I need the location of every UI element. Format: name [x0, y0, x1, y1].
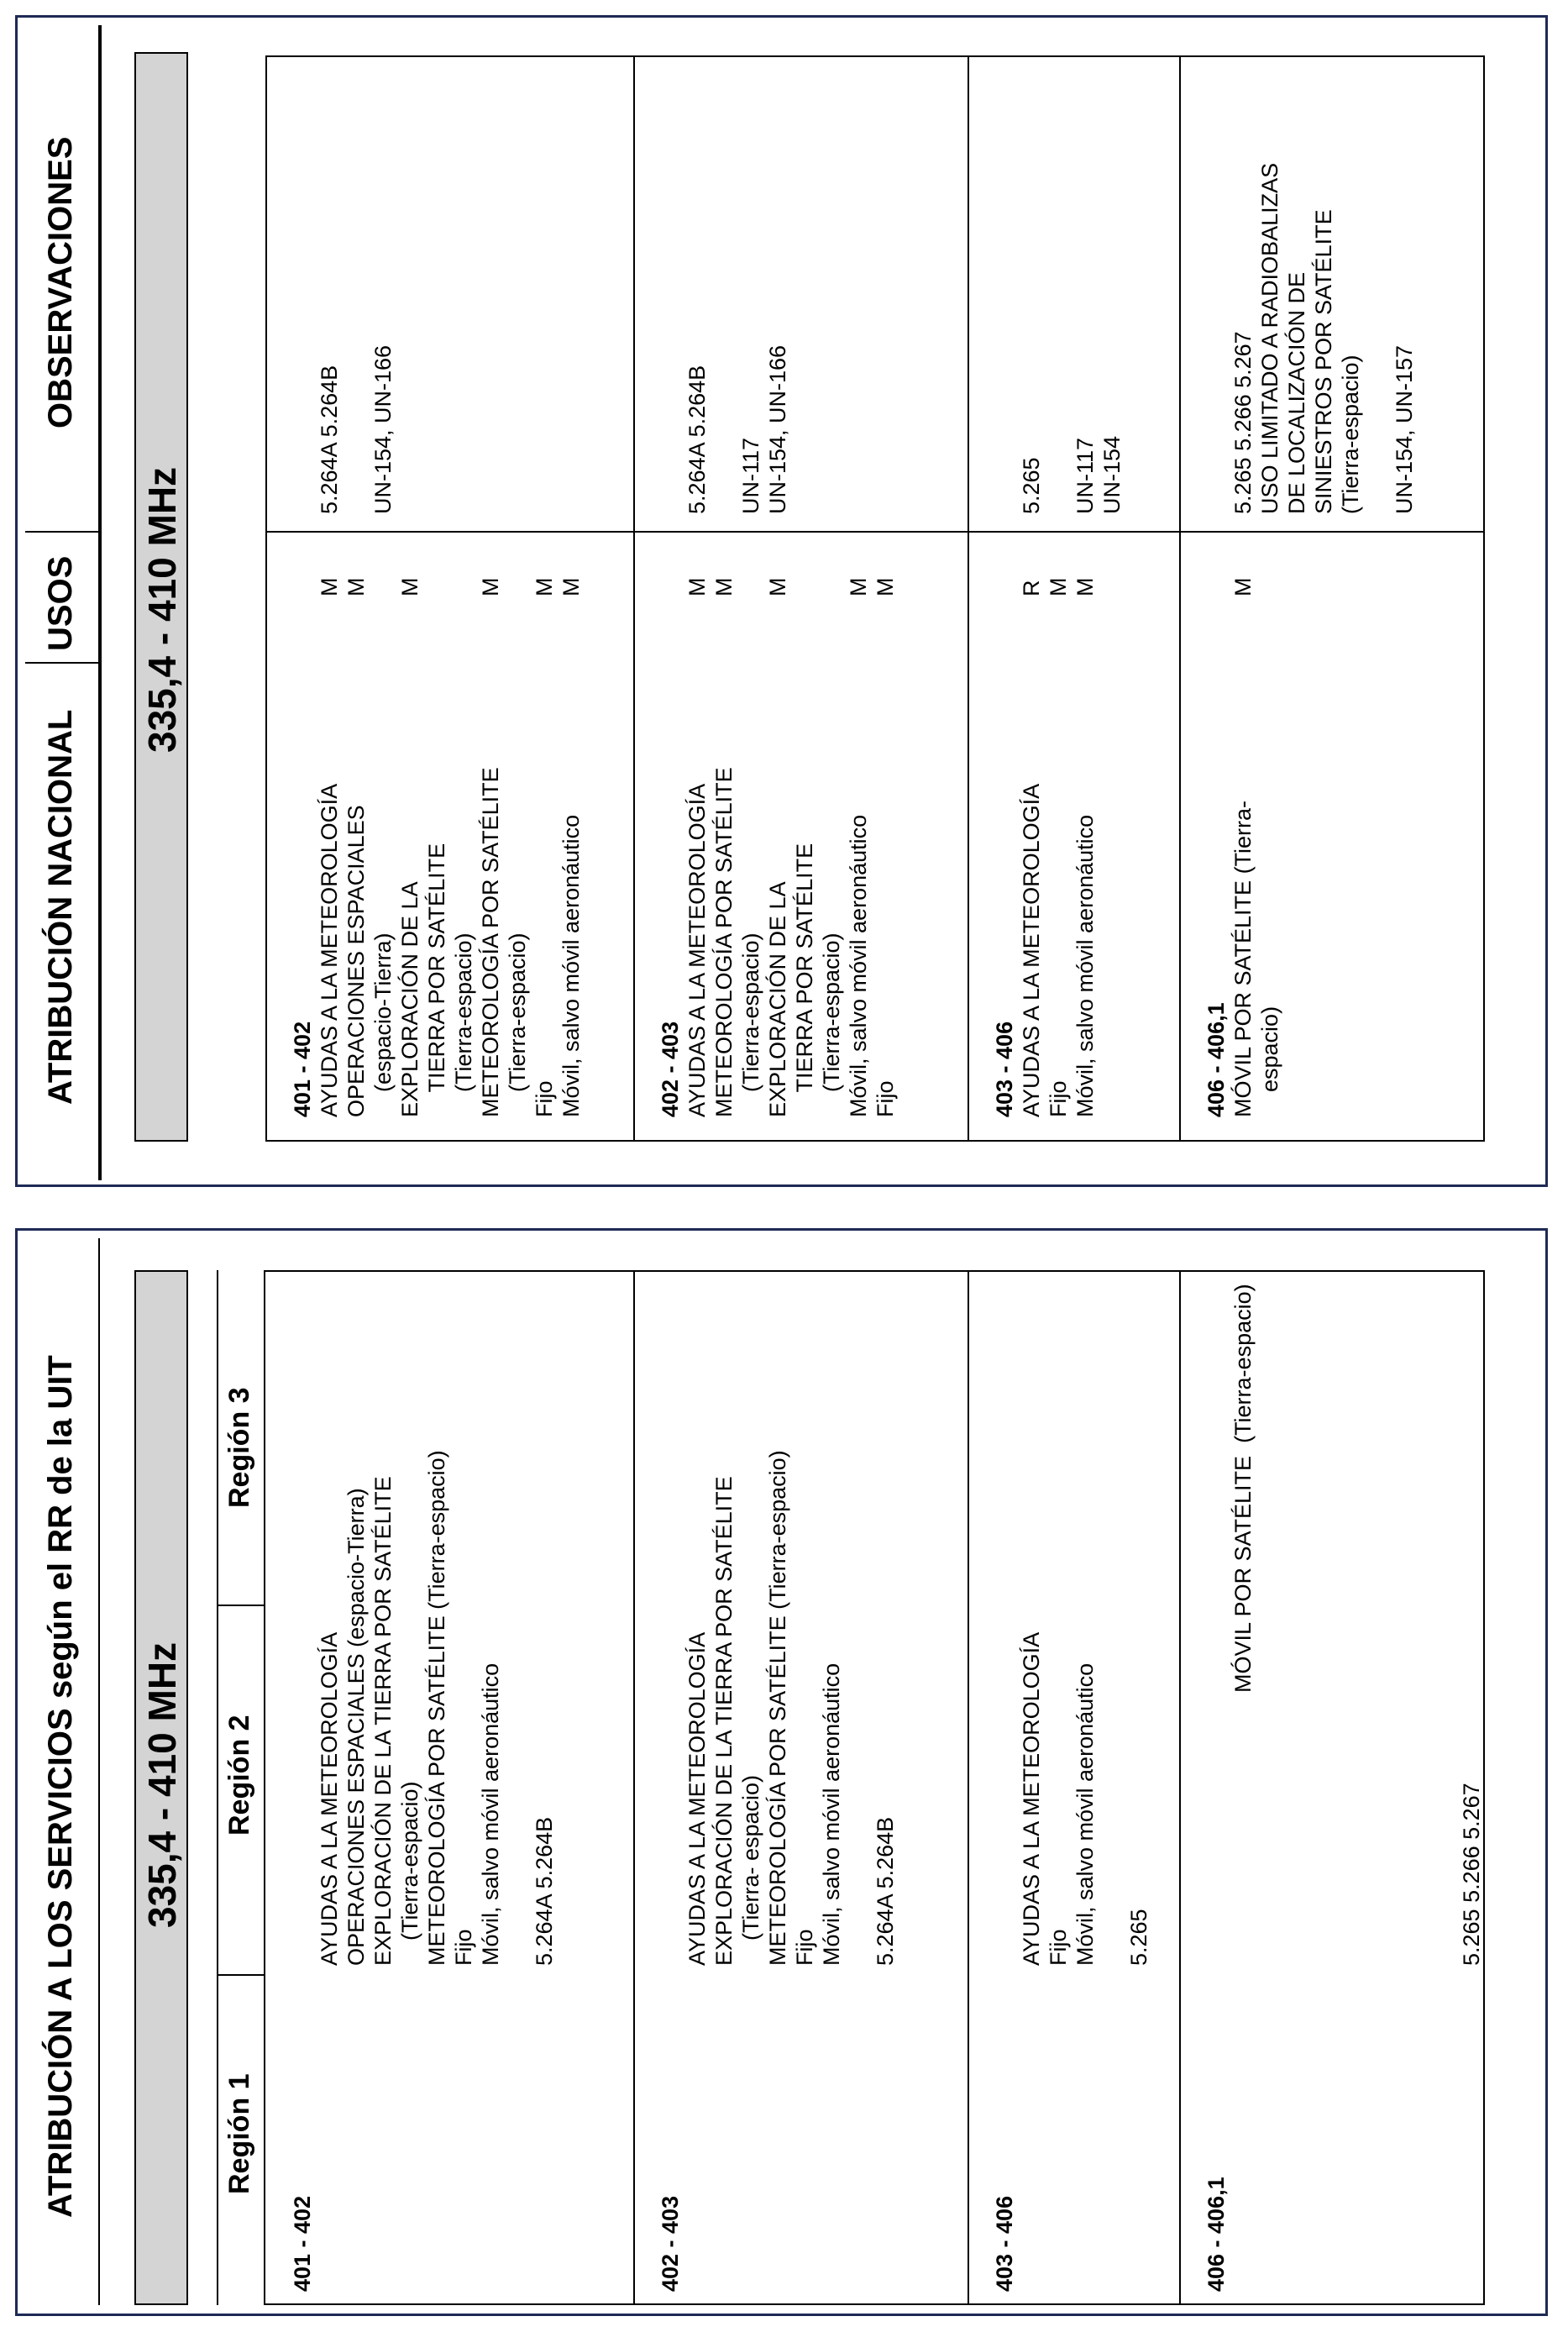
itu-row-divider-1 [633, 1270, 635, 2305]
national-row-usos: M [1230, 577, 1256, 596]
itu-page-title: ATRIBUCIÓN A LOS SERVICIOS según el RR de la UIT [42, 1355, 79, 2218]
national-row-observaciones: 5.265 UN-117 UN-154 [1019, 435, 1125, 514]
itu-region-divider-2 [217, 1605, 264, 1606]
national-row-range: 406 - 406,1 [1204, 1002, 1229, 1117]
itu-row-divider-3 [1179, 1270, 1181, 2305]
national-row-divider-3 [1179, 55, 1181, 1142]
national-row-usos: M M M M M [684, 577, 898, 596]
itu-band-label: 335,4 - 410 MHz [140, 1641, 184, 1928]
itu-row-range: 402 - 403 [658, 2195, 683, 2292]
national-row-divider-2 [968, 55, 969, 1142]
national-col-divider-usos [265, 531, 1485, 533]
itu-row-allocation: MÓVIL POR SATÉLITE (Tierra-espacio) [1230, 1284, 1256, 1693]
itu-row-allocation: AYUDAS A LA METEOROLOGÍA OPERACIONES ESPACIALES (espacio-Tierra) EXPLORACIÓN DE LA TIERRA POR SATÉLITE (Tierra-espacio) METEOROLOGÍA POR SATÉLITE (Tierra-espacio) Fijo Móvil, salvo móvil aeronáutico 5.264A 5.264B [317, 1450, 557, 1966]
national-header-attribution: ATRIBUCIÓN NACIONAL [42, 709, 79, 1105]
national-header-rule [98, 25, 102, 1180]
national-header-observaciones: OBSERVACIONES [42, 136, 79, 428]
itu-header-region1: Región 1 [223, 2073, 255, 2194]
itu-header-region2: Región 2 [223, 1715, 255, 1836]
itu-header-top [217, 1270, 218, 2305]
itu-row-allocation: AYUDAS A LA METEOROLOGÍA Fijo Móvil, salvo móvil aeronáutico 5.265 [1019, 1631, 1151, 1966]
itu-row-range: 403 - 406 [992, 2195, 1017, 2292]
national-row-observaciones: 5.265 5.266 5.267 USO LIMITADO A RADIOBALIZAS DE LOCALIZACIÓN DE SINIESTROS POR SATÉLITE (Tierra-espacio) UN-154, UN-157 [1230, 162, 1417, 514]
national-row-attribution: AYUDAS A LA METEOROLOGÍA OPERACIONES ESPACIALES (espacio-Tierra) EXPLORACIÓN DE LA TIERRA POR SATÉLITE (Tierra-espacio) METEOROLOGÍA POR SATÉLITE (Tierra-espacio) Fijo Móvil, salvo móvil aeronáutico [317, 767, 584, 1117]
national-row-range: 402 - 403 [658, 1021, 683, 1117]
itu-row-range: 401 - 402 [290, 2195, 315, 2292]
national-row-divider-1 [633, 55, 635, 1142]
itu-row-notes: 5.265 5.266 5.267 [1459, 1783, 1484, 1966]
national-row-attribution: AYUDAS A LA METEOROLOGÍA Fijo Móvil, salvo móvil aeronáutico [1019, 783, 1098, 1117]
national-band-label: 335,4 - 410 MHz [140, 466, 184, 753]
itu-header-region3: Región 3 [223, 1387, 255, 1508]
national-row-usos: R M M [1019, 577, 1098, 596]
national-row-attribution: AYUDAS A LA METEOROLOGÍA METEOROLOGÍA POR SATÉLITE (Tierra-espacio) EXPLORACIÓN DE LA TIERRA POR SATÉLITE (Tierra-espacio) Móvil, salvo móvil aeronáutico Fijo [684, 767, 898, 1117]
national-row-usos: M M M M M M [317, 577, 584, 596]
national-row-range: 403 - 406 [992, 1021, 1017, 1117]
national-header-divider-2 [25, 662, 99, 664]
itu-row-allocation: AYUDAS A LA METEOROLOGÍA EXPLORACIÓN DE LA TIERRA POR SATÉLITE (Tierra- espacio) METEOROLOGÍA POR SATÉLITE (Tierra-espacio) Fijo Móvil, salvo móvil aeronáutico 5.264A 5.264B [684, 1450, 898, 1966]
national-row-range: 401 - 402 [290, 1021, 315, 1117]
itu-region-divider-1 [217, 1974, 264, 1976]
national-row-attribution: MÓVIL POR SATÉLITE (Tierra- espacio) [1230, 800, 1282, 1117]
itu-row-divider-2 [968, 1270, 969, 2305]
national-row-observaciones: 5.264A 5.264B UN-154, UN-166 [317, 344, 396, 514]
national-header-divider-1 [25, 531, 99, 533]
national-row-observaciones: 5.264A 5.264B UN-117 UN-154, UN-166 [684, 344, 790, 514]
itu-row-range: 406 - 406,1 [1204, 2177, 1229, 2292]
national-header-usos: USOS [42, 555, 79, 651]
itu-header-rule [98, 1238, 100, 2305]
